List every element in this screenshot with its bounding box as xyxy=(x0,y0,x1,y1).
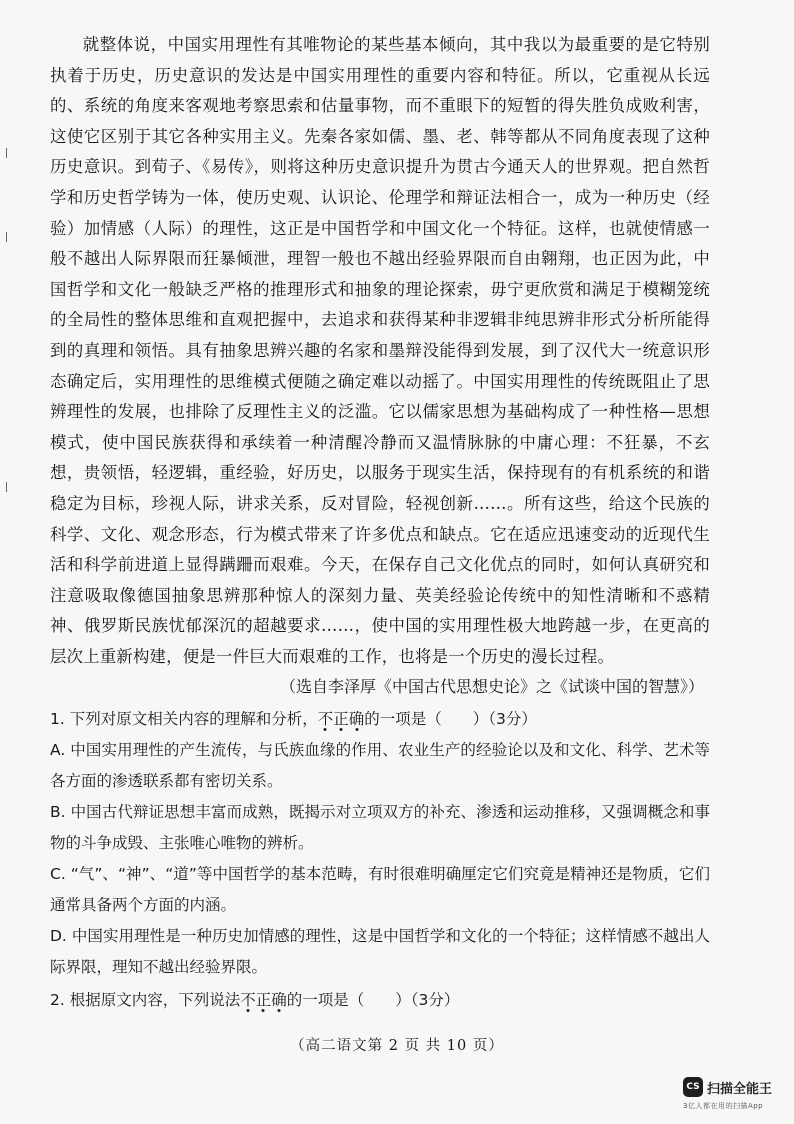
emphasis-char: 正 xyxy=(333,710,349,729)
question-1 xyxy=(50,704,710,735)
exam-page xyxy=(50,30,710,1016)
question-1-option-b: B. 中国古代辩证思想丰富而成熟，既揭示对立项双方的补充、渗透和运动推移，又强调概念和事物的斗争成毁、主张唯心唯物的辨析。 xyxy=(50,803,710,853)
question-1-option-a: A. 中国实用理性的产生流传，与氏族血缘的作用、农业生产的经验论以及和文化、科学、艺术等各方面的渗透联系都有密切关系。 xyxy=(50,741,710,791)
scanner-watermark xyxy=(683,1077,772,1097)
watermark-title: 扫描全能王 xyxy=(707,1081,773,1097)
reading-passage xyxy=(50,30,710,672)
camscanner-logo-icon: CS xyxy=(683,1077,703,1097)
question-2 xyxy=(50,985,710,1016)
question-1-option-d: D. 中国实用理性是一种历史加情感的理性，这是中国哲学和文化的一个特征；这样情感不越出人际界限，理知不越出经验界限。 xyxy=(50,927,710,977)
passage-paragraph: 就整体说，中国实用理性有其唯物论的某些基本倾向，其中我以为最重要的是它特别执着于历史，历史意识的发达是中国实用理性的重要内容和特征。所以，它重视从长远的、系统的角度来客观地考察思索和估量事物，而不重眼下的短暂的得失胜负成败利害，这使它区别于其它各种实用主义。先秦各家如儒、墨、老、韩等都从不同角度表现了这种历史意识。到荀子、《易传》，则将这种历史意识提升为贯古今通天人的世界观。把自然哲学和历史哲学铸为一体，使历史观、认识论、伦理学和辩证法相合一，成为一种历史（经验）加情感（人际）的理性，这正是中国哲学和中国文化一个特征。这样，也就使情感一般不越出人际界限而狂暴倾泄，理智一般也不越出经验界限而自由翱翔，也正因为此，中国哲学和文化一般缺乏严格的推理形式和抽象的理论探索，毋宁更欣赏和满足于模糊笼统的全局性的整体思维和直观把握中，去追求和获得某种非逻辑非纯思辨非形式分析所能得到的真理和领悟。具有抽象思辨兴趣的名家和墨辩没能得到发展，到了汉代大一统意识形态确定后，实用理性的思维模式便随之确定难以动摇了。中国实用理性的传统既阻止了思辨理性的发展，也排除了反理性主义的泛滥。它以儒家思想为基础构成了一种性格—思想模式，使中国民族获得和承续着一种清醒冷静而又温情脉脉的中庸心理：不狂暴，不玄想，贵领悟，轻逻辑，重经验，好历史，以服务于现实生活，保持现有的有机系统的和谐稳定为目标，珍视人际，讲求关系，反对冒险，轻视创新……。所有这些，给这个民族的科学、文化、观念形态，行为模式带来了许多优点和缺点。它在适应迅速变动的近现代生活和科学前进道上显得蹒跚而艰难。今天，在保存自己文化优点的同时，如何认真研究和注意吸取像德国抽象思辨那种惊人的深刻力量、英美经验论传统中的知性清晰和不惑精神、俄罗斯民族忧郁深沉的超越要求……，使中国的实用理性极大地跨越一步，在更高的层次上重新构建，便是一件巨大而艰难的工作，也将是一个历史的漫长过程。 xyxy=(50,35,710,666)
page-footer: （高二语文第 2 页 共 10 页） xyxy=(290,1038,504,1054)
watermark-subtitle: 3亿人都在用的扫描App xyxy=(683,1102,764,1110)
question-2-suffix: 的一项是（ ）（3分） xyxy=(286,991,460,1010)
passage-source: （选自李泽厚《中国古代思想史论》之《试谈中国的智慧》） xyxy=(279,677,704,697)
emphasis-char: 不 xyxy=(317,710,334,729)
question-1-suffix: 的一项是（ ）（3分） xyxy=(364,710,537,729)
question-2-prefix: 2. 根据原文内容，下列说法 xyxy=(50,991,241,1010)
margin-mark xyxy=(6,148,11,158)
question-1-prefix: 1. 下列对原文相关内容的理解和分析， xyxy=(50,710,318,729)
emphasis-char: 正 xyxy=(255,991,272,1010)
emphasis-char: 不 xyxy=(240,991,256,1010)
emphasis-char: 确 xyxy=(348,710,365,729)
margin-mark xyxy=(6,482,11,492)
emphasis-char: 确 xyxy=(271,991,287,1010)
margin-mark xyxy=(6,232,11,242)
question-1-option-c: C. “气”、“神”、“道”等中国哲学的基本范畴，有时很难明确厘定它们究竟是精神还是物质，它们通常具备两个方面的内涵。 xyxy=(50,865,710,915)
